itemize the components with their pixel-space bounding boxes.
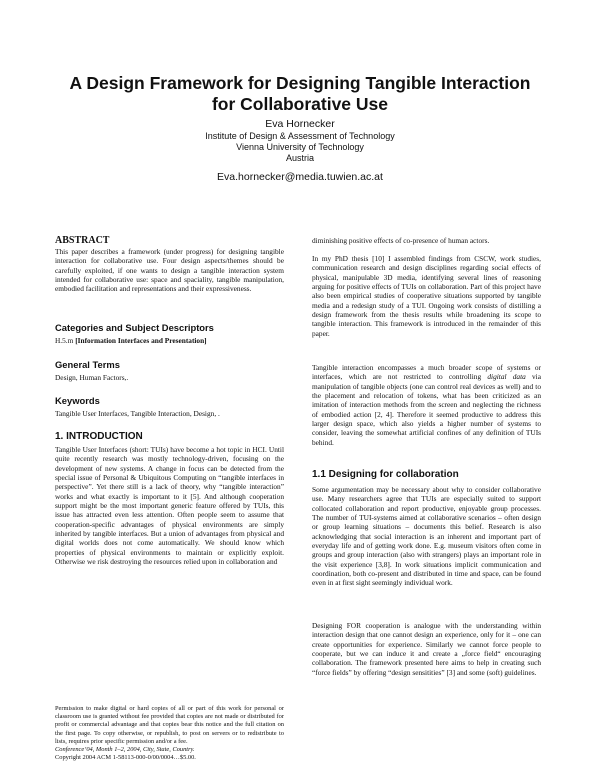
copyright-line: Copyright 2004 ACM 1-58113-000-0/00/0004…$5.00. xyxy=(55,754,196,762)
author-email[interactable]: Eva.hornecker@media.tuwien.ac.at xyxy=(217,171,383,183)
abstract-section xyxy=(55,235,284,294)
tangible-interaction-paragraph xyxy=(312,363,541,447)
affiliation-line-3: Austria xyxy=(285,153,314,163)
para3-after: via manipulation of tangible objects (one can control real devices as well) and to the placement and relocation of tokens, what has been criticized as an imitation of interaction methods from the screen and neglecting the richness of embodied action [2, 4]. Therefore it seemed productive to address this larger design space, which also yields a higher number of systems to consider, leaving the somewhat artificial confines of any definition of TUIs behind. xyxy=(312,372,541,447)
keywords-heading: Keywords xyxy=(55,395,100,406)
abstract-text: This paper describes a framework (under progress) for designing tangible interaction for collaborative use. Four design aspects/themes should be carefully exploited, if one wants to design a tangible interaction system intended for collaborative use: space and spaciality, tangible manipulation, embodied facilitation and representations and their expressiveness. xyxy=(55,247,284,294)
general-terms-section xyxy=(55,359,284,382)
categories-code: H.5.m xyxy=(55,336,74,345)
paper-title xyxy=(40,73,560,115)
affiliation-line-2: Vienna University of Technology xyxy=(236,142,364,152)
copyright-footnote xyxy=(55,705,284,762)
general-terms-heading: General Terms xyxy=(55,359,120,370)
introduction-text: Tangible User Interfaces (short: TUIs) have become a hot topic in HCI. Until quite recently research was mostly technology-driven, focusing on the development of new systems. A change in focus can be detected from the special issue of Personal & Ubiquitous Computing on “tangible interfaces in perspective”. Yet there still is a lack of theory, why “tangible interaction” works and what exactly is important to it [5]. And although cooperation support might be the most important generic feature offered by TUIs, this issue has attracted even less attention. Often people seem to assume that cooperation-specific advantages of physical environments are simply inherited by tangible interfaces. But a union of advantages from physical and digital worlds does not come automatically. We should know which properties of physical environments to maintain or explicitly exploit. Otherwise we risk destroying the resources relied upon in collaboration and xyxy=(55,445,284,567)
affiliation-line-1: Institute of Design & Assessment of Technology xyxy=(205,131,395,141)
title-line-1: A Design Framework for Designing Tangible Interaction xyxy=(69,73,531,93)
categories-description: [Information Interfaces and Presentation] xyxy=(75,336,207,345)
abstract-heading: ABSTRACT xyxy=(55,235,110,246)
title-line-2: for Collaborative Use xyxy=(211,94,389,114)
introduction-heading: 1. INTRODUCTION xyxy=(55,431,143,442)
keywords-text: Tangible User Interfaces, Tangible Interaction, Design, . xyxy=(55,409,220,418)
conference-line: Conference’04, Month 1–2, 2004, City, State, Country. xyxy=(55,746,195,754)
collaboration-paragraph: Some argumentation may be necessary about why to consider collaborative use. Many researchers agree that TUIs are especially suited to support collocated collaboration and report productive, enjoyable group processes. The number of TUI-systems aimed at collaborative scenarios – often design or group learning situations – documents this belief. Research is also acknowledging that social interaction is an inherent and important part of everyday life and of getting work done. E.g. museum visitors often come in groups and group interaction (also with strangers) plays an important role in the visit experience [3,8]. In work situations implicit communication and coordination, both co-present and distributed in time and space, can be found even in at first sight seemingly individual work. xyxy=(312,485,541,588)
categories-heading: Categories and Subject Descriptors xyxy=(55,322,214,333)
continuation-text: diminishing positive effects of co-presence of human actors. xyxy=(312,236,490,245)
thesis-paragraph: In my PhD thesis [10] I assembled findings from CSCW, work studies, communication research and design disciplines regarding social effects of physical, manipulable 3D media, identifying several lines of reasoning arguing for positive effects of TUIs on collaboration. Part of this project have also been empirical studies of cooperative situations supported by tangible media and a redesign study of a TUI. Ongoing work consists of distilling a design framework from the thesis results while broadening its scope to tangible interaction. This framework is introduced in the remainder of this paper. xyxy=(312,254,541,338)
para3-before: Tangible interaction encompasses a much broader scope of systems or interfaces, which are not restricted to controlling xyxy=(312,363,541,382)
general-terms-text: Design, Human Factors,. xyxy=(55,373,129,382)
digital-data-emphasis: digital data xyxy=(487,372,526,382)
designing-for-paragraph: Designing FOR cooperation is analogue with the understanding within interaction design that one cannot design an experience, only for it – one can create opportunities for experience. Similarly we cannot force people to cooperate, but we can induce it and create a „force field“ encouraging collaboration. The framework presented here aims to help in creating such “force fields” by offering “design sensitities” [3] and some (soft) guidelines. xyxy=(312,621,541,677)
categories-section xyxy=(55,322,284,345)
permission-text: Permission to make digital or hard copies of all or part of this work for personal or classroom use is granted without fee provided that copies are not made or distributed for profit or commercial advantage and that copies bear this notice and the full citation on the first page. To copy otherwise, or republish, to post on servers or to redistribute to lists, requires prior specific permission and/or a fee. xyxy=(55,705,284,745)
introduction-section xyxy=(55,431,284,566)
subsection-heading: 1.1 Designing for collaboration xyxy=(312,469,459,480)
keywords-section xyxy=(55,395,284,418)
author-name: Eva Hornecker xyxy=(265,118,335,130)
categories-text xyxy=(55,336,284,345)
